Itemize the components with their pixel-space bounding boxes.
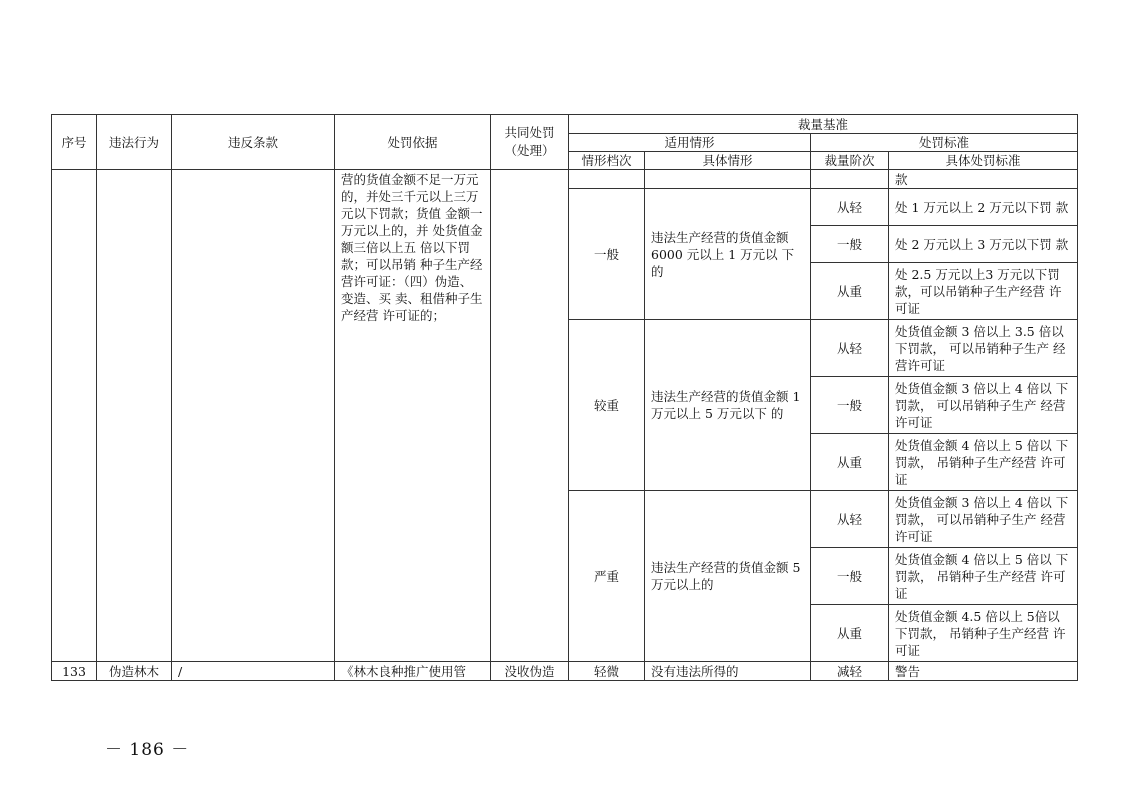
row133-act: 伪造林木 <box>97 662 172 681</box>
stage-cell: 从重 <box>811 263 889 320</box>
standard-cell: 处货值金额 3 倍以上 4 倍以 下罚款， 可以吊销种子生产 经营许可证 <box>889 491 1078 548</box>
level-cell: 较重 <box>569 320 645 491</box>
col-header-applicable: 适用情形 <box>569 134 811 152</box>
row133-seq: 133 <box>52 662 97 681</box>
col-header-basis: 处罚依据 <box>335 115 491 170</box>
level-cell: 一般 <box>569 189 645 320</box>
cont-level-cell <box>569 170 645 189</box>
col-header-specific: 具体处罚标准 <box>889 152 1078 170</box>
standard-cell: 处货值金额 3 倍以上 4 倍以 下罚款， 可以吊销种子生产 经营许可证 <box>889 377 1078 434</box>
standard-cell: 处货值金额 4.5 倍以上 5倍以 下罚款， 吊销种子生产经营 许可证 <box>889 605 1078 662</box>
cont-joint-cell <box>491 170 569 662</box>
col-header-discretion: 裁量基准 <box>569 115 1078 134</box>
col-header-level: 情形档次 <box>569 152 645 170</box>
row133-joint: 没收伪造 <box>491 662 569 681</box>
standard-cell: 处 2.5 万元以上3 万元以下罚 款，可以吊销种子生产经营 许可证 <box>889 263 1078 320</box>
cont-clause-cell <box>172 170 335 662</box>
row133-stage: 减轻 <box>811 662 889 681</box>
cont-seq-cell <box>52 170 97 662</box>
col-header-joint: 共同处罚（处理） <box>491 115 569 170</box>
col-header-seq: 序号 <box>52 115 97 170</box>
stage-cell: 从重 <box>811 605 889 662</box>
situation-cell: 违法生产经营的货值金额 6000 元以上 1 万元以 下的 <box>645 189 811 320</box>
stage-cell: 一般 <box>811 377 889 434</box>
cont-std-cell: 款 <box>889 170 1078 189</box>
cont-stage-cell <box>811 170 889 189</box>
cont-act-cell <box>97 170 172 662</box>
situation-cell: 违法生产经营的货值金额 5 万元以上的 <box>645 491 811 662</box>
row133-situation: 没有违法所得的 <box>645 662 811 681</box>
standard-cell: 处货值金额 4 倍以上 5 倍以 下罚款， 吊销种子生产经营 许可证 <box>889 548 1078 605</box>
col-header-standard: 处罚标准 <box>811 134 1078 152</box>
stage-cell: 从轻 <box>811 189 889 226</box>
stage-cell: 从重 <box>811 434 889 491</box>
standard-cell: 处货值金额 3 倍以上 3.5 倍以 下罚款， 可以吊销种子生产 经营许可证 <box>889 320 1078 377</box>
col-header-stage: 裁量阶次 <box>811 152 889 170</box>
level-cell: 严重 <box>569 491 645 662</box>
row133-basis: 《林木良种推广使用管 <box>335 662 491 681</box>
col-header-act: 违法行为 <box>97 115 172 170</box>
standard-cell: 处货值金额 4 倍以上 5 倍以 下罚款， 吊销种子生产经营 许可证 <box>889 434 1078 491</box>
situation-cell: 违法生产经营的货值金额 1 万元以上 5 万元以下 的 <box>645 320 811 491</box>
stage-cell: 从轻 <box>811 320 889 377</box>
cont-basis-cell: 营的货值金额不足一万元的，并处三千元以上三万元以下罚款；货值 金额一万元以上的，并 处货值金额三倍以上五 倍以下罚款；可以吊销 种子生产经营许可证：（四）伪造、变造、买 卖、租借种子生产经营 许可证的； <box>335 170 491 662</box>
standard-cell: 处 1 万元以上 2 万元以下罚 款 <box>889 189 1078 226</box>
col-header-clause: 违反条款 <box>172 115 335 170</box>
cont-situation-cell <box>645 170 811 189</box>
row133-standard: 警告 <box>889 662 1078 681</box>
col-header-situation: 具体情形 <box>645 152 811 170</box>
standard-cell: 处 2 万元以上 3 万元以下罚 款 <box>889 226 1078 263</box>
page-number: － 186 － <box>105 740 190 760</box>
stage-cell: 从轻 <box>811 491 889 548</box>
row133-clause: / <box>172 662 335 681</box>
stage-cell: 一般 <box>811 226 889 263</box>
row133-level: 轻微 <box>569 662 645 681</box>
stage-cell: 一般 <box>811 548 889 605</box>
penalty-discretion-table <box>51 114 1078 681</box>
